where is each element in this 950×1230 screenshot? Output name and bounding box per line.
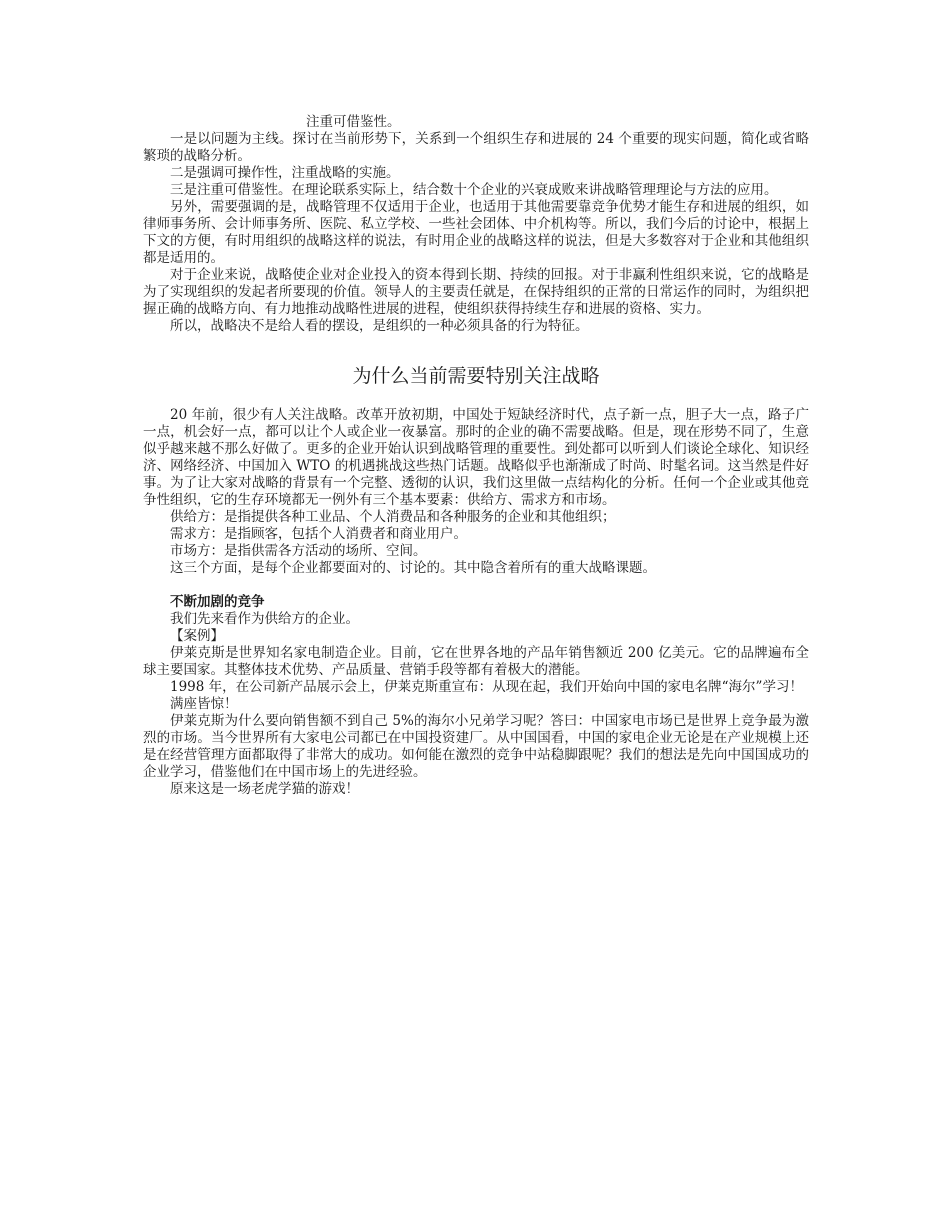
intro-paragraph: 对于企业来说，战略使企业对企业投入的资本得到长期、持续的回报。对于非赢利性组织来说，它的战略是为了实现组织的发起者所要现的价值。领导人的主要责任就是，在保持组织的正常的日常运作的同时，为组织把握正确的战略方向、有力地推动战略性进展的进程，使组织获得持续生存和进展的资格、实力。 [143, 267, 809, 317]
intro-paragraph: 一是以问题为主线。探讨在当前形势下，关系到一个组织生存和进展的 24 个重要的现实问题，简化或省略繁琐的战略分析。 [143, 131, 809, 164]
subsection-paragraph: 满座皆惊！ [170, 696, 238, 712]
intro-lead-line: 注重可借鉴性。 [306, 114, 401, 130]
section-paragraph: 供给方：是指提供各种工业品、个人消费品和各种服务的企业和其他组织； [170, 509, 616, 525]
subsection-paragraph: 【案例】 [170, 628, 224, 644]
section-paragraph: 需求方：是指顾客，包括个人消费者和商业用户。 [170, 526, 467, 542]
subsection-paragraph: 伊莱克斯是世界知名家电制造企业。目前，它在世界各地的产品年销售额近 200 亿美元。它的品牌遍布全球主要国家。其整体技术优势、产品质量、营销手段等都有着极大的潜能。 [143, 645, 809, 678]
intro-paragraph: 二是强调可操作性，注重战略的实施。 [170, 165, 400, 181]
intro-paragraph: 三是注重可借鉴性。在理论联系实际上，结合数十个企业的兴衰成败来讲战略管理理论与方法的应用。 [170, 182, 778, 198]
subsection-paragraph: 1998 年，在公司新产品展示会上，伊莱克斯重宣布：从现在起，我们开始向中国的家电名牌“海尔”学习！ [170, 679, 803, 695]
document-body [143, 114, 809, 798]
section-paragraph: 市场方：是指供需各方活动的场所、空间。 [170, 543, 427, 559]
subsection-paragraph: 伊莱克斯为什么要向销售额不到自己 5%的海尔小兄弟学习呢？答曰：中国家电市场已是世界上竞争最为激烈的市场。当今世界所有大家电公司都已在中国投资建厂。从中国国看，中国的家电企业无论是在产业规模上还是在经营管理方面都取得了非常大的成功。如何能在激烈的竞争中站稳脚跟呢？我们的想法是先向中国国成功的企业学习，借鉴他们在中国市场上的先进经验。 [143, 713, 809, 780]
subsection-paragraph: 我们先来看作为供给方的企业。 [170, 611, 359, 627]
intro-paragraph: 所以，战略决不是给人看的摆设，是组织的一种必须具备的行为特征。 [170, 318, 589, 334]
subsection-paragraph: 原来这是一场老虎学猫的游戏！ [170, 781, 359, 797]
section-paragraph: 20 年前，很少有人关注战略。改革开放初期，中国处于短缺经济时代，点子新一点，胆子大一点，路子广一点，机会好一点，都可以让个人或企业一夜暴富。那时的企业的确不需要战略。但是，现在形势不同了，生意似乎越来越不那么好做了。更多的企业开始认识到战略管理的重要性。到处都可以听到人们谈论全球化、知识经济、网络经济、中国加入 WTO 的机遇挑战这些热门话题。战略似乎也渐渐成了时尚、时髦名词。这当然是件好事。为了让大家对战略的背景有一个完整、透彻的认识，我们这里做一点结构化的分析。任何一个企业或其他竞争性组织，它的生存环境都无一例外有三个基本要素：供给方、需求方和市场。 [143, 407, 809, 508]
section-paragraph: 这三个方面，是每个企业都要面对的、讨论的。其中隐含着所有的重大战略课题。 [170, 560, 656, 576]
subsection-heading: 不断加剧的竞争 [170, 594, 265, 610]
intro-paragraph: 另外，需要强调的是，战略管理不仅适用于企业，也适用于其他需要靠竞争优势才能生存和进展的组织，如律师事务所、会计师事务所、医院、私立学校、一些社会团体、中介机构等。所以，我们今后的讨论中，根据上下文的方便，有时用组织的战略这样的说法，有时用企业的战略这样的说法，但是大多数容对于企业和其他组织都是适用的。 [143, 199, 809, 266]
section-title: 为什么当前需要特别关注战略 [352, 365, 600, 387]
